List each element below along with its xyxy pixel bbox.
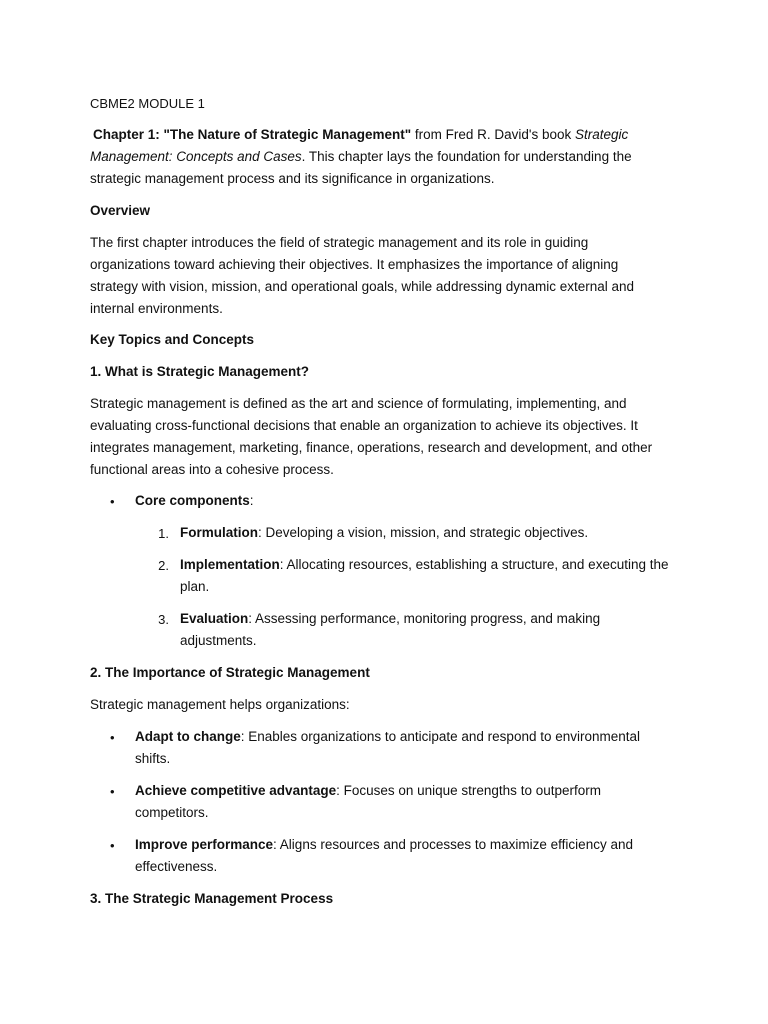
list-item-implementation: Implementation: Allocating resources, establishing a structure, and executing the: [180, 557, 669, 572]
overview-heading: Overview: [90, 203, 151, 218]
core-components-label: Core components:: [135, 493, 254, 508]
list-item-continuation: competitors.: [135, 805, 209, 820]
list-item-continuation: effectiveness.: [135, 859, 218, 874]
chapter-title: Chapter 1: "The Nature of Strategic Management": [93, 127, 412, 142]
list-item-adapt: Adapt to change: Enables organizations to anticipate and respond to environmental: [135, 729, 641, 744]
list-item-advantage: Achieve competitive advantage: Focuses on unique strengths to outperform: [135, 783, 601, 798]
section-1-line: integrates management, marketing, finance, operations, research and development, and other: [90, 440, 653, 455]
list-number: 2.: [158, 558, 169, 573]
document-id: CBME2 MODULE 1: [90, 96, 205, 111]
overview-line: internal environments.: [90, 301, 223, 316]
section-2-intro: Strategic management helps organizations:: [90, 697, 350, 712]
list-item-performance: Improve performance: Aligns resources and processes to maximize efficiency and: [135, 837, 633, 852]
intro-line-1: [90, 124, 628, 145]
key-topics-heading: Key Topics and Concepts: [90, 332, 255, 347]
overview-line: strategy with vision, mission, and operational goals, while addressing dynamic external and: [90, 279, 635, 294]
intro-line-3: strategic management process and its significance in organizations.: [90, 171, 495, 186]
bullet-icon: •: [110, 730, 115, 745]
overview-line: organizations toward achieving their objectives. It emphasizes the importance of aligning: [90, 257, 619, 272]
list-number: 1.: [158, 526, 169, 541]
list-item-continuation: shifts.: [135, 751, 171, 766]
bullet-icon: •: [110, 494, 115, 509]
intro-rest: . This chapter lays the foundation for understanding the: [301, 149, 632, 164]
overview-line: The first chapter introduces the field of strategic management and its role in guiding: [90, 235, 589, 250]
section-3-heading: 3. The Strategic Management Process: [90, 891, 334, 906]
intro-from-text: from Fred R. David's book: [411, 127, 575, 142]
book-title-part-1: Strategic: [575, 127, 629, 142]
section-2-heading: 2. The Importance of Strategic Management: [90, 665, 370, 680]
list-item-continuation: adjustments.: [180, 633, 257, 648]
section-1-line: evaluating cross-functional decisions that enable an organization to achieve its objectives. It: [90, 418, 638, 433]
list-item-continuation: plan.: [180, 579, 210, 594]
list-number: 3.: [158, 612, 169, 627]
book-title-part-2: Management: Concepts and Cases: [90, 149, 302, 164]
section-1-line: functional areas into a cohesive process.: [90, 462, 334, 477]
bullet-icon: •: [110, 838, 115, 853]
section-1-line: Strategic management is defined as the art and science of formulating, implementing, and: [90, 396, 627, 411]
list-item-formulation: Formulation: Developing a vision, mission, and strategic objectives.: [180, 525, 589, 540]
bullet-icon: •: [110, 784, 115, 799]
list-item-evaluation: Evaluation: Assessing performance, monitoring progress, and making: [180, 611, 601, 626]
intro-line-2: [90, 146, 632, 167]
section-1-heading: 1. What is Strategic Management?: [90, 364, 310, 379]
